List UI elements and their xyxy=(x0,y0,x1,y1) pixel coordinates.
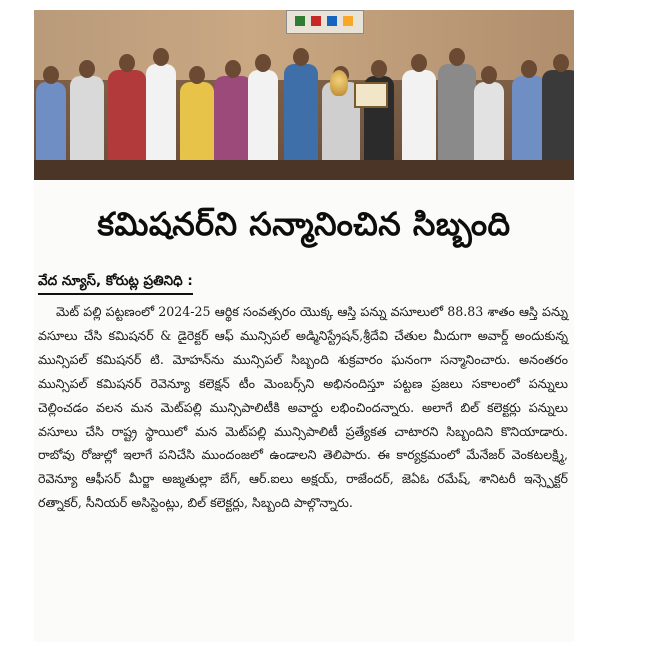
photo-person-head xyxy=(79,60,95,78)
photo-person-head xyxy=(119,54,135,72)
dateline: వేద న్యూస్, కోరుట్ల ప్రతినిధి : xyxy=(38,272,193,295)
photo-person-head xyxy=(481,66,497,84)
newspaper-clipping xyxy=(34,10,574,642)
photo-banner xyxy=(286,10,364,34)
photo-person-head xyxy=(293,48,309,66)
photo-floor xyxy=(34,160,574,180)
photo-person-head xyxy=(225,60,241,78)
headline: కమిషనర్‌ని సన్మానించిన సిబ్బంది xyxy=(97,205,511,243)
photo-person-head xyxy=(153,48,169,66)
photo-person-head xyxy=(43,66,59,84)
photo-person-head xyxy=(553,54,569,72)
article-body: మెట్ పల్లి పట్టణంలో 2024-25 ఆర్థిక సంవత్సరం యొక్క ఆస్తి పన్ను వసూలులో 88.83 శాతం ఆస్తి పన్ను వసూలు చేసి కమిషనర్ & డైరెక్టర్ ఆఫ్ మున్సిపల్ అడ్మినిస్ట్రేషన్,శ్రీదేవి చేతుల మీదుగా అవార్డ్ అందుకున్న మున్సిపల్ కమిషనర్ టి. మోహన్‌ను మున్సిపల్ సిబ్బంది శుక్రవారం ఘనంగా సన్మానించారు. అనంతరం మున్సిపల్ కమిషనర్ రెవెన్యూ కలెక్షన్ టీం మెంబర్స్‌ని అభినందిస్తూ పట్టణ ప్రజలు సకాలంలో పన్నులు చెల్లించడం వలన మన మెట్‌పల్లి మున్సిపాలిటీకి అవార్డు లభించిందన్నారు. అలాగే బిల్ కలెక్టర్లు పన్నులు వసూలు చేసి రాష్ట్ర స్థాయిలో మన మెట్‌పల్లి మున్సిపాలిటీ ప్రత్యేకత చాటారని సిబ్బందిని కొనియాడారు. రాబోవు రోజుల్లో ఇలాగే పనిచేసి ముందంజలో ఉండాలని తెలిపారు. ఈ కార్యక్రమంలో మేనేజర్ వెంకటలక్ష్మి, రెవెన్యూ ఆఫీసర్ మీర్జా అజ్మతుల్లా బేగ్, ఆర్.ఐలు అక్షయ్, రాజేందర్, జెఏఓ రమేష్, శానిటరీ ఇన్స్పెక్టర్ రత్నాకర్, సీనియర్ అసిస్టెంట్లు, బిల్ కలెక్టర్లు, సిబ్బంది పాల్గొన్నారు. xyxy=(38,304,569,511)
award-frame xyxy=(354,82,388,108)
photo-person-head xyxy=(411,54,427,72)
photo-person-head xyxy=(449,48,465,66)
photo-person-head xyxy=(189,66,205,84)
photo-person-head xyxy=(521,60,537,78)
photo-person-head xyxy=(371,60,387,78)
photo-person-head xyxy=(255,54,271,72)
award-shield xyxy=(330,70,348,96)
article-photo xyxy=(34,10,574,180)
